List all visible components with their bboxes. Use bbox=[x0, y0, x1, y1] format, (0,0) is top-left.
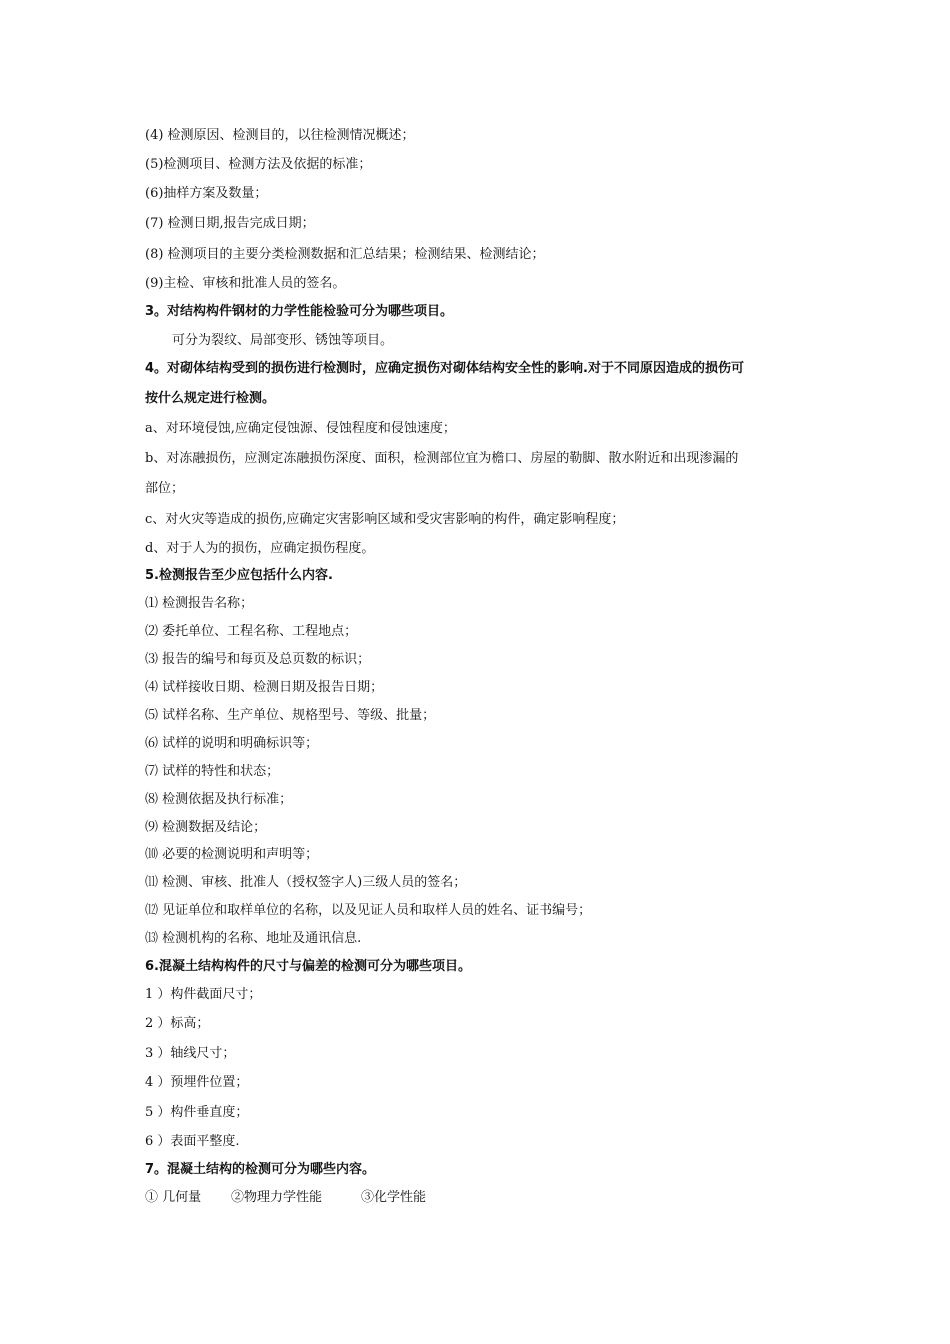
list-item: ⒀ 检测机构的名称、地址及通讯信息. bbox=[145, 931, 362, 946]
list-item: 1 ）构件截面尺寸； bbox=[145, 987, 262, 1002]
content-options bbox=[145, 1189, 426, 1207]
text-line: (6)抽样方案及数量； bbox=[145, 186, 268, 201]
text-line: (4) 检测原因、检测目的，以往检测情况概述； bbox=[145, 128, 415, 143]
text-line: c、对火灾等造成的损伤,应确定灾害影响区域和受灾害影响的构件，确定影响程度； bbox=[145, 512, 625, 527]
list-item: ⑺ 试样的特性和状态； bbox=[145, 764, 280, 779]
list-item: 6 ）表面平整度. bbox=[145, 1134, 240, 1149]
option-item: ① 几何量 bbox=[145, 1190, 202, 1205]
question-heading: 7。混凝土结构的检测可分为哪些内容。 bbox=[145, 1162, 376, 1177]
list-item: 2 ）标高； bbox=[145, 1016, 210, 1031]
list-item: ⑹ 试样的说明和明确标识等； bbox=[145, 736, 319, 751]
text-line: d、对于人为的损伤，应确定损伤程度。 bbox=[145, 541, 375, 556]
option-item: ③化学性能 bbox=[361, 1190, 427, 1205]
list-item: ⑻ 检测依据及执行标准； bbox=[145, 792, 293, 807]
list-item: ⑶ 报告的编号和每页及总页数的标识； bbox=[145, 652, 371, 667]
question-heading: 4。对砌体结构受到的损伤进行检测时，应确定损伤对砌体结构安全性的影响.对于不同原因造成的损伤可 bbox=[145, 361, 744, 376]
question-heading: 6.混凝土结构构件的尺寸与偏差的检测可分为哪些项目。 bbox=[145, 959, 471, 974]
question-heading: 5.检测报告至少应包括什么内容. bbox=[145, 568, 333, 583]
list-item: ⑼ 检测数据及结论； bbox=[145, 820, 267, 835]
list-item: ⑸ 试样名称、生产单位、规格型号、等级、批量； bbox=[145, 708, 436, 723]
list-item: 5 ）构件垂直度； bbox=[145, 1105, 249, 1120]
text-line: a、对环境侵蚀,应确定侵蚀源、侵蚀程度和侵蚀速度； bbox=[145, 421, 456, 436]
text-line: b、对冻融损伤，应测定冻融损伤深度、面积，检测部位宜为檐口、房屋的勒脚、散水附近和出现渗漏的 bbox=[145, 451, 739, 466]
list-item: ⑵ 委托单位、工程名称、工程地点； bbox=[145, 624, 358, 639]
option-item: ②物理力学性能 bbox=[231, 1190, 323, 1205]
text-line: 部位； bbox=[145, 481, 185, 496]
list-item: 4 ）预埋件位置； bbox=[145, 1075, 249, 1090]
text-line: (8) 检测项目的主要分类检测数据和汇总结果；检测结果、检测结论； bbox=[145, 247, 545, 262]
question-heading: 按什么规定进行检测。 bbox=[145, 391, 276, 406]
list-item: ⑿ 见证单位和取样单位的名称，以及见证人员和取样人员的姓名、证书编号； bbox=[145, 903, 592, 918]
text-line: (5)检测项目、检测方法及依据的标准； bbox=[145, 157, 372, 172]
list-item: ⑴ 检测报告名称； bbox=[145, 596, 254, 611]
text-line: (9)主检、审核和批准人员的签名。 bbox=[145, 276, 346, 291]
answer-text: 可分为裂纹、局部变形、锈蚀等项目。 bbox=[172, 333, 394, 348]
question-heading: 3。对结构构件钢材的力学性能检验可分为哪些项目。 bbox=[145, 304, 454, 319]
list-item: ⑽ 必要的检测说明和声明等； bbox=[145, 847, 319, 862]
list-item: 3 ）轴线尺寸； bbox=[145, 1046, 236, 1061]
text-line: (7) 检测日期,报告完成日期； bbox=[145, 216, 315, 231]
list-item: ⑷ 试样接收日期、检测日期及报告日期； bbox=[145, 680, 384, 695]
list-item: ⑾ 检测、审核、批准人（授权签字人)三级人员的签名； bbox=[145, 875, 467, 890]
